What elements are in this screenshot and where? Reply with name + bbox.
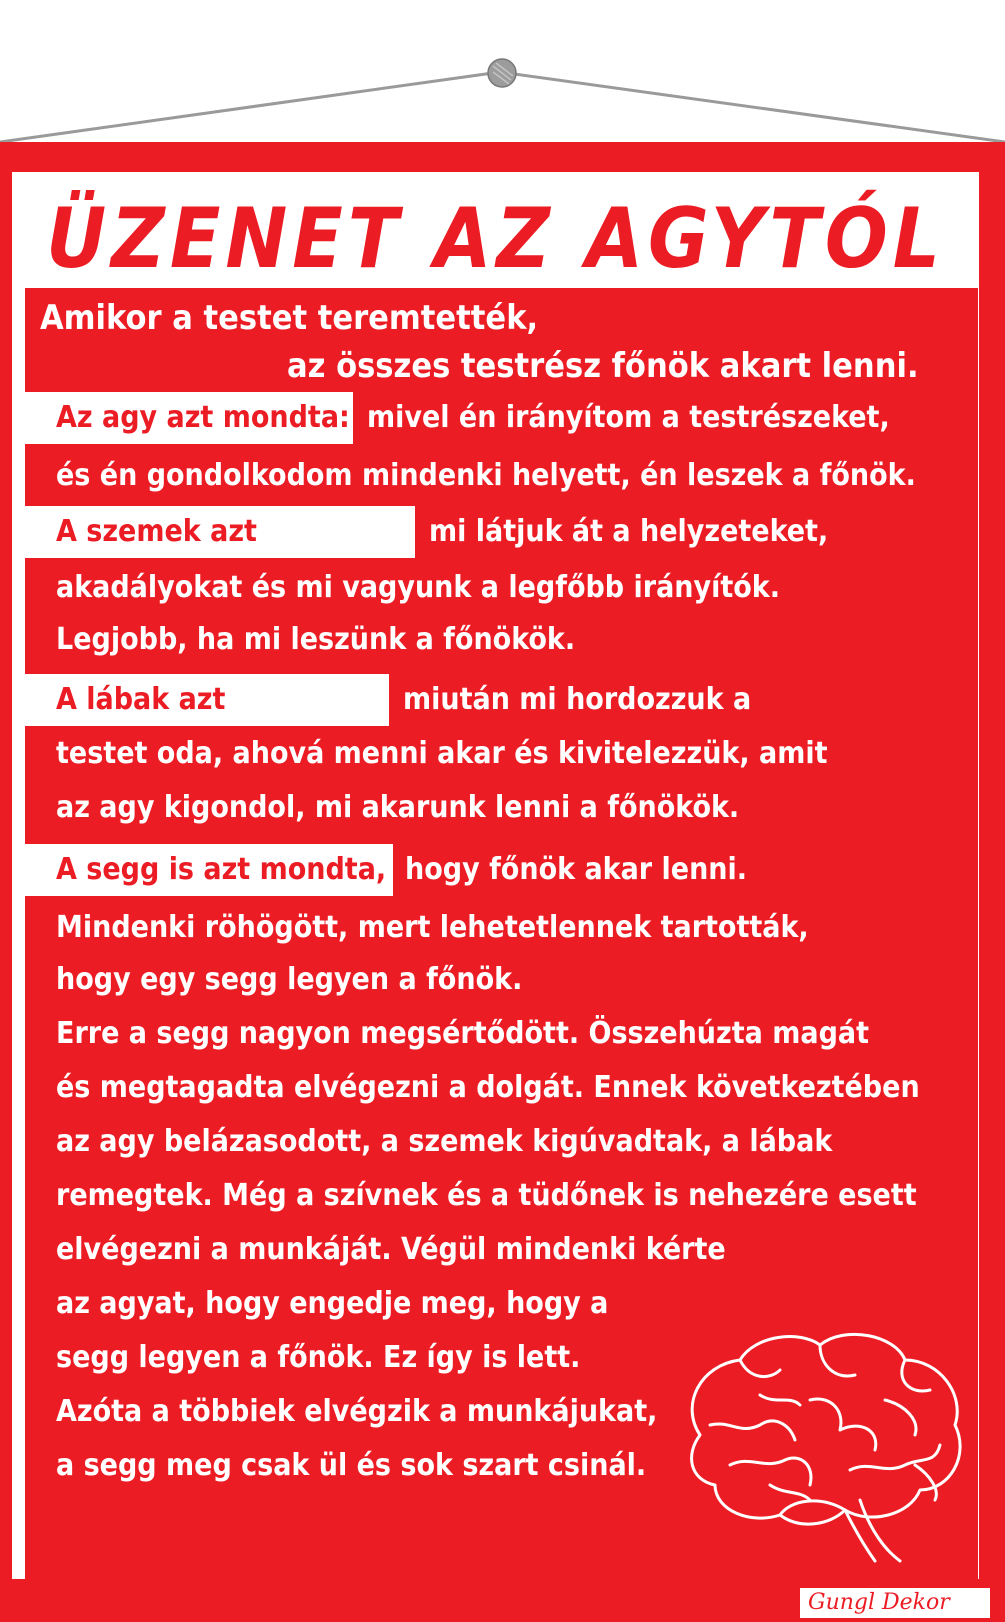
legs-line-1: miután mi hordozzuk a bbox=[403, 682, 752, 717]
story-line: hogy egy segg legyen a főnök. bbox=[56, 962, 523, 997]
eyes-line-3: Legjobb, ha mi leszünk a főnökök. bbox=[56, 622, 576, 657]
legs-line-3: az agy kigondol, mi akarunk lenni a főnökök. bbox=[56, 790, 740, 825]
brain-line-2: és én gondolkodom mindenki helyett, én leszek a főnök. bbox=[56, 458, 916, 493]
eyes-line-2: akadályokat és mi vagyunk a legfőbb irányítók. bbox=[56, 570, 780, 605]
brand-label bbox=[800, 1588, 990, 1618]
story-line: remegtek. Még a szívnek és a tüdőnek is nehezére esett bbox=[56, 1178, 917, 1213]
intro-line-2: az összes testrész főnök akart lenni. bbox=[287, 346, 919, 386]
story-line: elvégezni a munkáját. Végül mindenki kérte bbox=[56, 1232, 726, 1267]
eyes-line-1: mi látjuk át a helyzeteket, bbox=[429, 514, 829, 549]
intro-line-1: Amikor a testet teremtették, bbox=[40, 298, 539, 338]
brand-signature: Gungl Dekor bbox=[808, 1590, 950, 1615]
poster-title: ÜZENET AZ AGYTÓL bbox=[46, 190, 945, 288]
story-line: az agyat, hogy engedje meg, hogy a bbox=[56, 1286, 609, 1321]
label-legs: A lábak azt bbox=[56, 682, 226, 717]
story-line: az agy belázasodott, a szemek kigúvadtak, a lábak bbox=[56, 1124, 833, 1159]
story-line: Erre a segg nagyon megsértődött. Összehúzta magát bbox=[56, 1016, 870, 1051]
label-eyes: A szemek azt bbox=[56, 514, 257, 549]
story-line: segg legyen a főnök. Ez így is lett. bbox=[56, 1340, 581, 1375]
brain-outline-icon bbox=[670, 1325, 970, 1565]
pin-icon bbox=[488, 59, 516, 87]
butt-line-1: hogy főnök akar lenni. bbox=[405, 852, 747, 887]
legs-line-2: testet oda, ahová menni akar és kivitelezzük, amit bbox=[56, 736, 828, 771]
story-line: a segg meg csak ül és sok szart csinál. bbox=[56, 1448, 647, 1483]
label-butt: A segg is azt mondta, bbox=[56, 852, 387, 887]
story-line: Azóta a többiek elvégzik a munkájukat, bbox=[56, 1394, 658, 1429]
story-line: Mindenki röhögött, mert lehetetlennek tartották, bbox=[56, 910, 809, 945]
hanger-string bbox=[0, 0, 1005, 160]
story-line: és megtagadta elvégezni a dolgát. Ennek következtében bbox=[56, 1070, 920, 1105]
brain-line-1: mivel én irányítom a testrészeket, bbox=[367, 400, 890, 435]
label-brain: Az agy azt mondta: bbox=[56, 400, 350, 435]
